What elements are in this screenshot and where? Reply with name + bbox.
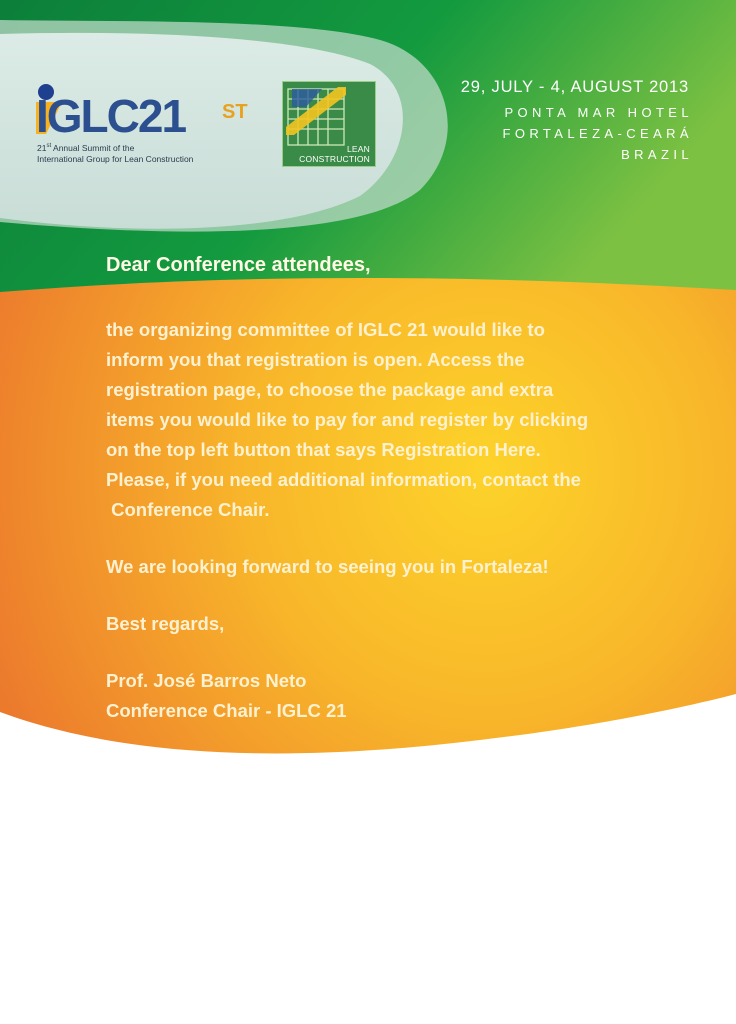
letter-closing-line: We are looking forward to seeing you in Fortaleza! [106, 556, 549, 577]
event-info [460, 78, 693, 165]
letter-line: registration page, to choose the package and extra [106, 379, 554, 400]
letter-regards: Best regards, [106, 613, 225, 634]
signature-title: Conference Chair - IGLC 21 [106, 700, 347, 721]
event-dates: 29, JULY - 4, AUGUST 2013 [460, 78, 689, 96]
signature-name: Prof. José Barros Neto [106, 670, 307, 691]
iglc-superscript-text: ST [222, 101, 248, 123]
letter-body [106, 315, 666, 726]
iglc-wordmark-text: IGLC21 [36, 90, 186, 138]
iglc-caption-line2: International Group for Lean Construction [37, 153, 194, 164]
letter [106, 254, 666, 721]
letter-line: items you would like to pay for and register by clicking [106, 409, 589, 430]
event-city: FORTALEZA-CEARÁ [502, 126, 693, 141]
lean-construction-logo [282, 81, 376, 167]
iglc-caption-line1: 21st Annual Summit of the [37, 142, 135, 153]
event-venue: PONTA MAR HOTEL [504, 105, 693, 120]
lean-logo-label: LEAN CONSTRUCTION [299, 144, 370, 164]
letter-line: on the top left button that says Registration Here. [106, 439, 541, 460]
iglc-caption [37, 141, 193, 165]
event-country: BRAZIL [621, 147, 693, 162]
letter-line: Conference Chair. [106, 499, 270, 520]
letter-greeting: Dear Conference attendees, [106, 254, 371, 276]
iglc21-logo [36, 78, 276, 170]
letter-line: Please, if you need additional information, contact the [106, 469, 581, 490]
iglc21-wordmark-graphic [36, 78, 276, 138]
letter-line: the organizing committee of IGLC 21 would like to [106, 319, 545, 340]
letter-line: inform you that registration is open. Access the [106, 349, 525, 370]
